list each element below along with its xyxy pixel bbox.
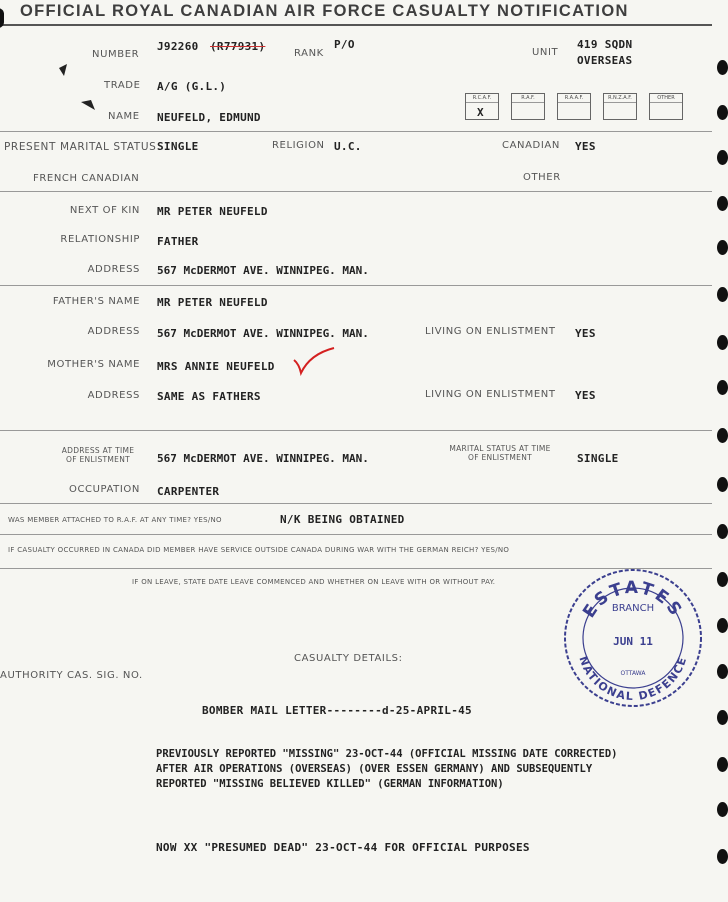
- raf-answer: N/K BEING OBTAINED: [280, 513, 405, 526]
- divider: [0, 191, 712, 192]
- form-title: OFFICIAL ROYAL CANADIAN AIR FORCE CASUALTY NOTIFICATION: [20, 2, 629, 20]
- checkbox-mark: X: [477, 106, 484, 119]
- divider: [0, 503, 712, 504]
- name-value: NEUFELD, EDMUND: [157, 111, 261, 124]
- casualty-details-label: CASUALTY DETAILS:: [294, 653, 403, 664]
- punch-hole: [717, 477, 728, 492]
- svg-text:NATIONAL DEFENCE: [576, 654, 689, 703]
- mother-address-label: ADDRESS: [87, 390, 140, 401]
- mother-name-value: MRS ANNIE NEUFELD: [157, 360, 275, 373]
- punch-hole: [717, 150, 728, 165]
- unit-value-line1: 419 SQDN: [577, 38, 633, 51]
- checkbox-rnzaf[interactable]: R.N.Z.A.F.: [603, 93, 637, 120]
- stamp-branch-text: BRANCH: [611, 603, 655, 614]
- number-label: NUMBER: [92, 49, 140, 60]
- rank-label: RANK: [294, 48, 324, 59]
- nok-address-label: ADDRESS: [87, 264, 140, 275]
- marital-status-value: SINGLE: [157, 140, 199, 153]
- canadian-label: CANADIAN: [502, 140, 560, 151]
- divider: [0, 285, 712, 286]
- unit-value-line2: OVERSEAS: [577, 54, 633, 67]
- enlistment-address-value: 567 McDERMOT AVE. WINNIPEG. MAN.: [157, 452, 369, 465]
- enlistment-marital-label: MARITAL STATUS AT TIME OF ENLISTMENT: [449, 444, 551, 462]
- punch-hole: [717, 618, 728, 633]
- trade-label: TRADE: [104, 80, 141, 91]
- unit-label: UNIT: [532, 47, 559, 58]
- punch-hole: [717, 60, 728, 75]
- punch-hole: [717, 335, 728, 350]
- father-name-label: FATHER'S NAME: [52, 296, 140, 307]
- svg-text:ESTATES: [579, 578, 687, 622]
- punch-hole: [717, 287, 728, 302]
- religion-value: U.C.: [334, 140, 362, 153]
- stamp-date: JUN 11: [613, 635, 653, 648]
- punch-hole: [717, 105, 728, 120]
- father-address-label: ADDRESS: [87, 326, 140, 337]
- name-label: NAME: [108, 111, 140, 122]
- punch-hole: [717, 849, 728, 864]
- mother-living-value: YES: [575, 389, 596, 402]
- old-service-number: (R77931): [210, 40, 266, 53]
- french-canadian-label: FRENCH CANADIAN: [33, 173, 140, 184]
- occupation-label: OCCUPATION: [68, 484, 140, 495]
- divider: [0, 534, 712, 535]
- punch-hole: [717, 380, 728, 395]
- father-living-label: LIVING ON ENLISTMENT: [425, 326, 556, 337]
- marital-status-label: PRESENT MARITAL STATUS: [4, 141, 157, 153]
- punch-hole: [717, 572, 728, 587]
- punch-hole: [717, 710, 728, 725]
- raf-question: WAS MEMBER ATTACHED TO R.A.F. AT ANY TIME? YES/NO: [8, 516, 222, 524]
- occupation-value: CARPENTER: [157, 485, 220, 498]
- presumed-dead-line: NOW XX "PRESUMED DEAD" 23-OCT-44 FOR OFFICIAL PURPOSES: [156, 841, 530, 854]
- trade-value: A/G (G.L.): [157, 80, 227, 93]
- relationship-value: FATHER: [157, 235, 199, 248]
- nok-address-value: 567 McDERMOT AVE. WINNIPEG. MAN.: [157, 264, 369, 277]
- mother-name-label: MOTHER'S NAME: [47, 359, 140, 370]
- father-living-value: YES: [575, 327, 596, 340]
- religion-label: RELIGION: [272, 140, 325, 151]
- canada-service-question: IF CASUALTY OCCURRED IN CANADA DID MEMBER HAVE SERVICE OUTSIDE CANADA DURING WAR WITH THE GERMAN REICH? YES/NO: [8, 546, 510, 554]
- casualty-details-paragraph: PREVIOUSLY REPORTED "MISSING" 23-OCT-44 (OFFICIAL MISSING DATE CORRECTED) AFTER AIR OPERATIONS (OVERSEAS) (OVER ESSEN GERMANY) AND SUBSEQUENTLY REPORTED "MISSING BELIEVED KILLED" (GERMAN INFORMATION): [156, 748, 618, 790]
- stamp-top-text: ESTATES: [579, 577, 687, 622]
- father-address-value: 567 McDERMOT AVE. WINNIPEG. MAN.: [157, 327, 369, 340]
- canadian-value: YES: [575, 140, 596, 153]
- mother-address-value: SAME AS FATHERS: [157, 390, 261, 403]
- punch-hole: [717, 524, 728, 539]
- next-of-kin-label: NEXT OF KIN: [69, 205, 140, 216]
- estates-branch-stamp: [560, 565, 706, 711]
- checkbox-raaf[interactable]: R.A.A.F.: [557, 93, 591, 120]
- enlistment-address-label: ADDRESS AT TIME OF ENLISTMENT: [61, 446, 135, 464]
- enlistment-marital-value: SINGLE: [577, 452, 619, 465]
- punch-hole: [717, 196, 728, 211]
- stamp-city: OTTAWA: [620, 670, 646, 677]
- punch-hole: [717, 428, 728, 443]
- next-of-kin-value: MR PETER NEUFELD: [157, 205, 268, 218]
- mother-living-label: LIVING ON ENLISTMENT: [425, 389, 556, 400]
- stamp-bottom-text: NATIONAL DEFENCE: [576, 654, 690, 704]
- divider: [0, 24, 712, 26]
- divider: [0, 430, 712, 431]
- checkbox-rcaf[interactable]: R.C.A.F. X: [465, 93, 499, 120]
- checkbox-other[interactable]: OTHER: [649, 93, 683, 120]
- punch-hole: [717, 802, 728, 817]
- punch-hole: [717, 757, 728, 772]
- father-name-value: MR PETER NEUFELD: [157, 296, 268, 309]
- service-number: J92260: [157, 40, 199, 53]
- leave-question: IF ON LEAVE, STATE DATE LEAVE COMMENCED AND WHETHER ON LEAVE WITH OR WITHOUT PAY.: [132, 578, 496, 586]
- other-label: OTHER: [523, 172, 561, 183]
- pen-mark: [55, 60, 115, 120]
- rank-value: P/O: [334, 38, 355, 51]
- red-checkmark: [292, 346, 336, 376]
- checkbox-raf[interactable]: R.A.F.: [511, 93, 545, 120]
- authority-label: AUTHORITY CAS. SIG. NO.: [0, 670, 143, 681]
- punch-hole: [717, 664, 728, 679]
- relationship-label: RELATIONSHIP: [60, 234, 140, 245]
- punch-hole: [717, 240, 728, 255]
- bomber-mail-line: BOMBER MAIL LETTER--------d-25-APRIL-45: [202, 704, 472, 717]
- divider: [0, 131, 712, 132]
